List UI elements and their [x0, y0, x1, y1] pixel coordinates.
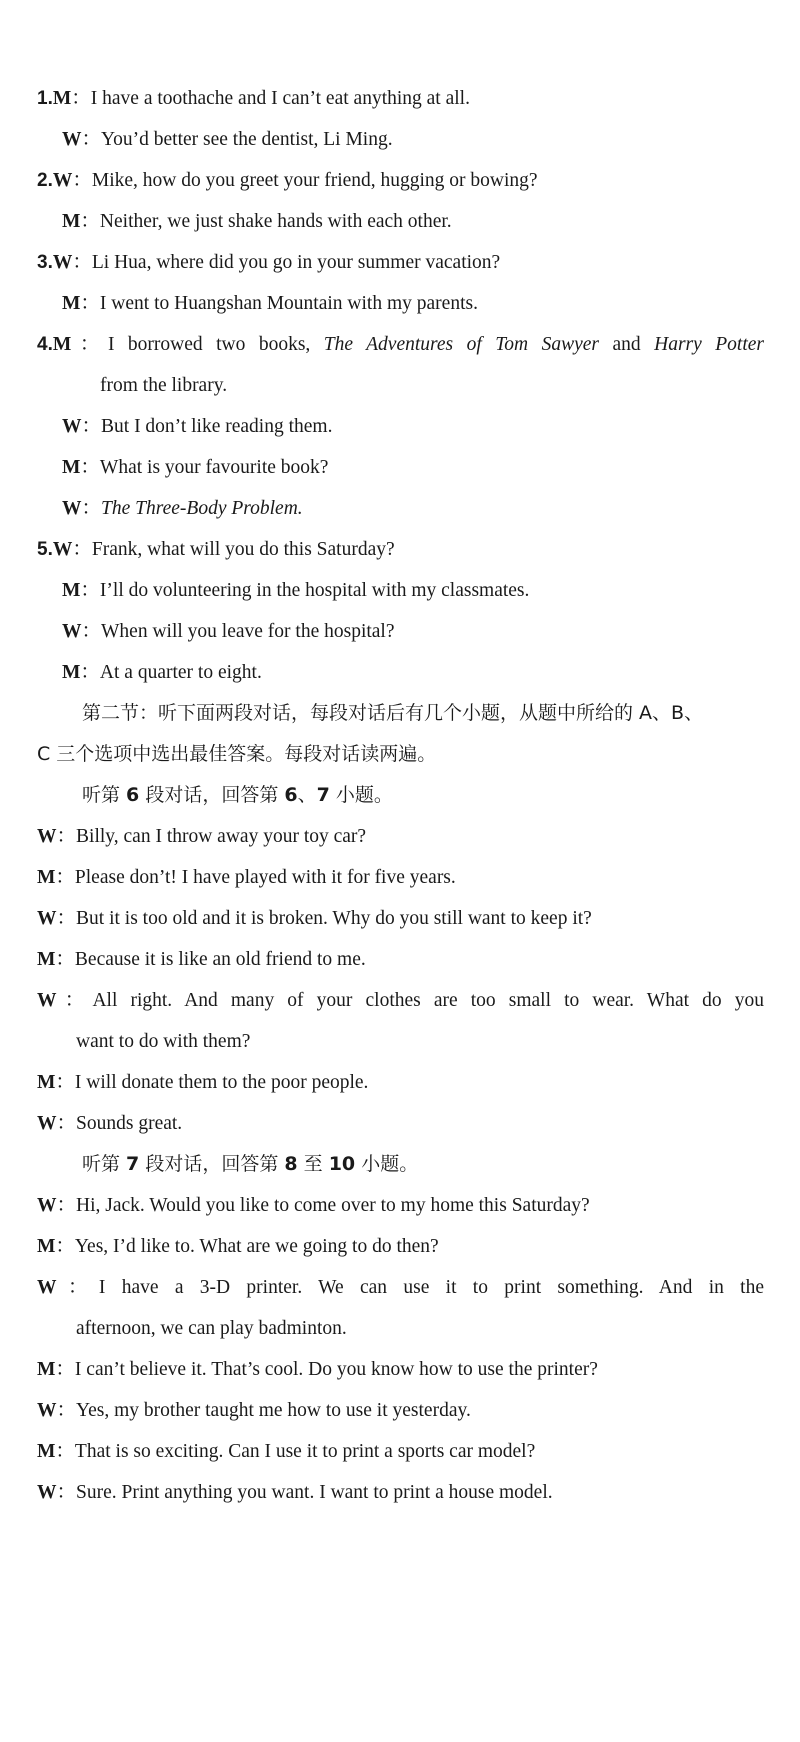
dialogue6-line	[0, 978, 800, 1023]
speaker-label: W	[62, 129, 82, 150]
speaker-label: W	[52, 170, 73, 191]
speaker-label: W	[37, 1482, 57, 1503]
colon: ：	[80, 293, 100, 314]
book-title: The Adventures of Tom Sawyer	[323, 334, 600, 355]
colon: ：	[56, 1482, 77, 1503]
speaker-label: M	[52, 88, 72, 109]
dialogue-text: Hi, Jack. Would you like to come over to my home this Saturday?	[76, 1195, 590, 1216]
header-text: 、	[297, 784, 317, 806]
dialogue7-line	[0, 1470, 800, 1515]
dialogue-text: But it is too old and it is broken. Why do you still want to keep it?	[76, 908, 592, 929]
q4-line-4	[0, 486, 800, 531]
dialogue-text: Neither, we just shake hands with each other.	[99, 211, 452, 232]
speaker-label: W	[52, 539, 73, 560]
q2-line-2	[0, 199, 800, 244]
speaker-label: M	[62, 457, 81, 478]
dialogue-text: Sounds great.	[76, 1113, 183, 1134]
q5-line-4	[0, 650, 800, 695]
section2-instructions-line-2	[0, 732, 800, 777]
book-title: Harry Potter	[654, 334, 765, 355]
speaker-label: W	[52, 252, 73, 273]
speaker-label: W	[37, 1277, 57, 1298]
instruction-text: C 三个选项中选出最佳答案。每段对话读两遍。	[37, 743, 437, 765]
colon: ：	[55, 1236, 75, 1257]
header-number: 7	[316, 784, 330, 806]
dialogue6-line	[0, 1060, 800, 1105]
dialogue-text: from the library.	[100, 375, 228, 396]
instruction-text: 第二节：听下面两段对话，每段对话后有几个小题，从题中所给的 A、B、	[82, 702, 704, 724]
header-text: 小题。	[329, 784, 393, 806]
dialogue-text: Mike, how do you greet your friend, hugging or bowing?	[91, 170, 538, 191]
speaker-label: W	[37, 1400, 57, 1421]
dialogue-text: afternoon, we can play badminton.	[76, 1318, 347, 1339]
header-text: 听第	[82, 1153, 127, 1175]
section2-instructions-line-1	[0, 691, 800, 736]
dialogue7-line	[0, 1388, 800, 1433]
dialogue6-line	[0, 937, 800, 982]
colon: ：	[56, 908, 77, 929]
speaker-label: M	[37, 867, 56, 888]
header-number: 7	[126, 1153, 140, 1175]
dialogue-text: and	[599, 334, 655, 355]
dialogue7-line-continued	[0, 1306, 800, 1351]
dialogue-text: Frank, what will you do this Saturday?	[91, 539, 395, 560]
speaker-label: W	[62, 416, 82, 437]
dialogue-text: I have a toothache and I can’t eat anything at all.	[90, 88, 470, 109]
colon: ：	[55, 949, 75, 970]
colon: ：	[55, 1072, 75, 1093]
q1-line-1	[0, 76, 800, 121]
header-text: 听第	[82, 784, 127, 806]
q5-line-3	[0, 609, 800, 654]
question-number: 3.	[37, 252, 53, 273]
colon: ：	[56, 1195, 77, 1216]
colon: ：	[56, 826, 77, 847]
header-number: 6	[126, 784, 140, 806]
q4-line-1-continued	[0, 363, 800, 408]
dialogue6-line	[0, 814, 800, 859]
colon: ：	[81, 416, 102, 437]
colon: ：	[81, 498, 102, 519]
dialogue-text: When will you leave for the hospital?	[101, 621, 395, 642]
dialogue6-header	[0, 773, 800, 818]
q4-line-3	[0, 445, 800, 490]
q1-line-2	[0, 117, 800, 162]
speaker-label: W	[37, 990, 57, 1011]
dialogue-text: Yes, I’d like to. What are we going to do then?	[74, 1236, 439, 1257]
colon: ：	[56, 1400, 77, 1421]
speaker-label: W	[62, 498, 82, 519]
dialogue-text: Sure. Print anything you want. I want to print a house model.	[76, 1482, 553, 1503]
dialogue-text: Yes, my brother taught me how to use it yesterday.	[76, 1400, 471, 1421]
colon: ：	[80, 580, 100, 601]
speaker-label: M	[37, 949, 56, 970]
dialogue-text: I have a 3-D printer. We can use it to print something. And in the	[98, 1277, 764, 1298]
dialogue-text: Billy, can I throw away your toy car?	[76, 826, 367, 847]
colon: ：	[80, 211, 100, 232]
colon: ：	[71, 334, 108, 355]
dialogue-text: But I don’t like reading them.	[101, 416, 333, 437]
question-number: 5.	[37, 539, 53, 560]
speaker-label: W	[62, 621, 82, 642]
dialogue6-line	[0, 855, 800, 900]
dialogue-text: What is your favourite book?	[99, 457, 329, 478]
question-number: 2.	[37, 170, 53, 191]
dialogue-text: I will donate them to the poor people.	[74, 1072, 369, 1093]
speaker-label: W	[37, 1195, 57, 1216]
dialogue6-line-continued	[0, 1019, 800, 1064]
speaker-label: W	[37, 826, 57, 847]
dialogue-text: All right. And many of your clothes are too small to wear. What do you	[92, 990, 764, 1011]
colon: ：	[81, 129, 102, 150]
dialogue-text: want to do with them?	[76, 1031, 251, 1052]
dialogue7-header	[0, 1142, 800, 1187]
q2-line-1	[0, 158, 800, 203]
speaker-label: M	[37, 1359, 56, 1380]
colon: ：	[72, 539, 92, 560]
dialogue7-line	[0, 1265, 800, 1310]
q5-line-2	[0, 568, 800, 613]
dialogue7-line	[0, 1183, 800, 1228]
colon: ：	[81, 621, 102, 642]
question-number: 4.	[37, 334, 53, 355]
speaker-label: M	[62, 293, 81, 314]
colon: ：	[71, 88, 91, 109]
colon: ：	[55, 867, 75, 888]
speaker-label: M	[37, 1236, 56, 1257]
dialogue-text: Please don’t! I have played with it for five years.	[74, 867, 456, 888]
colon: ：	[55, 1359, 75, 1380]
q3-line-1	[0, 240, 800, 285]
q3-line-2	[0, 281, 800, 326]
dialogue-text: Li Hua, where did you go in your summer vacation?	[91, 252, 501, 273]
dialogue6-line	[0, 896, 800, 941]
header-number: 10	[328, 1153, 356, 1175]
dialogue-text: Because it is like an old friend to me.	[74, 949, 366, 970]
dialogue7-line	[0, 1224, 800, 1269]
dialogue-text: I borrowed two books,	[107, 334, 324, 355]
speaker-label: M	[37, 1072, 56, 1093]
colon: ：	[72, 170, 92, 191]
dialogue6-line	[0, 1101, 800, 1146]
colon: ：	[55, 1441, 75, 1462]
header-text: 至	[297, 1153, 329, 1175]
header-text: 小题。	[355, 1153, 419, 1175]
colon: ：	[56, 1113, 77, 1134]
dialogue7-line	[0, 1347, 800, 1392]
header-text: 段对话，回答第	[139, 784, 285, 806]
book-title: The Three-Body Problem.	[101, 498, 303, 519]
header-number: 6	[284, 784, 298, 806]
speaker-label: M	[62, 662, 81, 683]
speaker-label: W	[37, 1113, 57, 1134]
speaker-label: M	[62, 211, 81, 232]
speaker-label: M	[52, 334, 72, 355]
header-number: 8	[284, 1153, 298, 1175]
speaker-label: W	[37, 908, 57, 929]
question-number: 1.	[37, 88, 53, 109]
colon: ：	[72, 252, 92, 273]
colon: ：	[80, 457, 100, 478]
dialogue-text: I’ll do volunteering in the hospital with my classmates.	[99, 580, 530, 601]
dialogue-text: That is so exciting. Can I use it to print a sports car model?	[74, 1441, 536, 1462]
speaker-label: M	[37, 1441, 56, 1462]
dialogue-text: At a quarter to eight.	[99, 662, 262, 683]
q4-line-1	[0, 322, 800, 367]
dialogue7-line	[0, 1429, 800, 1474]
speaker-label: M	[62, 580, 81, 601]
colon: ：	[80, 662, 100, 683]
dialogue-text: I went to Huangshan Mountain with my parents.	[99, 293, 478, 314]
q4-line-2	[0, 404, 800, 449]
colon: ：	[56, 1277, 99, 1298]
header-text: 段对话，回答第	[139, 1153, 285, 1175]
dialogue-text: I can’t believe it. That’s cool. Do you know how to use the printer?	[74, 1359, 598, 1380]
q5-line-1	[0, 527, 800, 572]
colon: ：	[56, 990, 93, 1011]
dialogue-text: You’d better see the dentist, Li Ming.	[101, 129, 393, 150]
